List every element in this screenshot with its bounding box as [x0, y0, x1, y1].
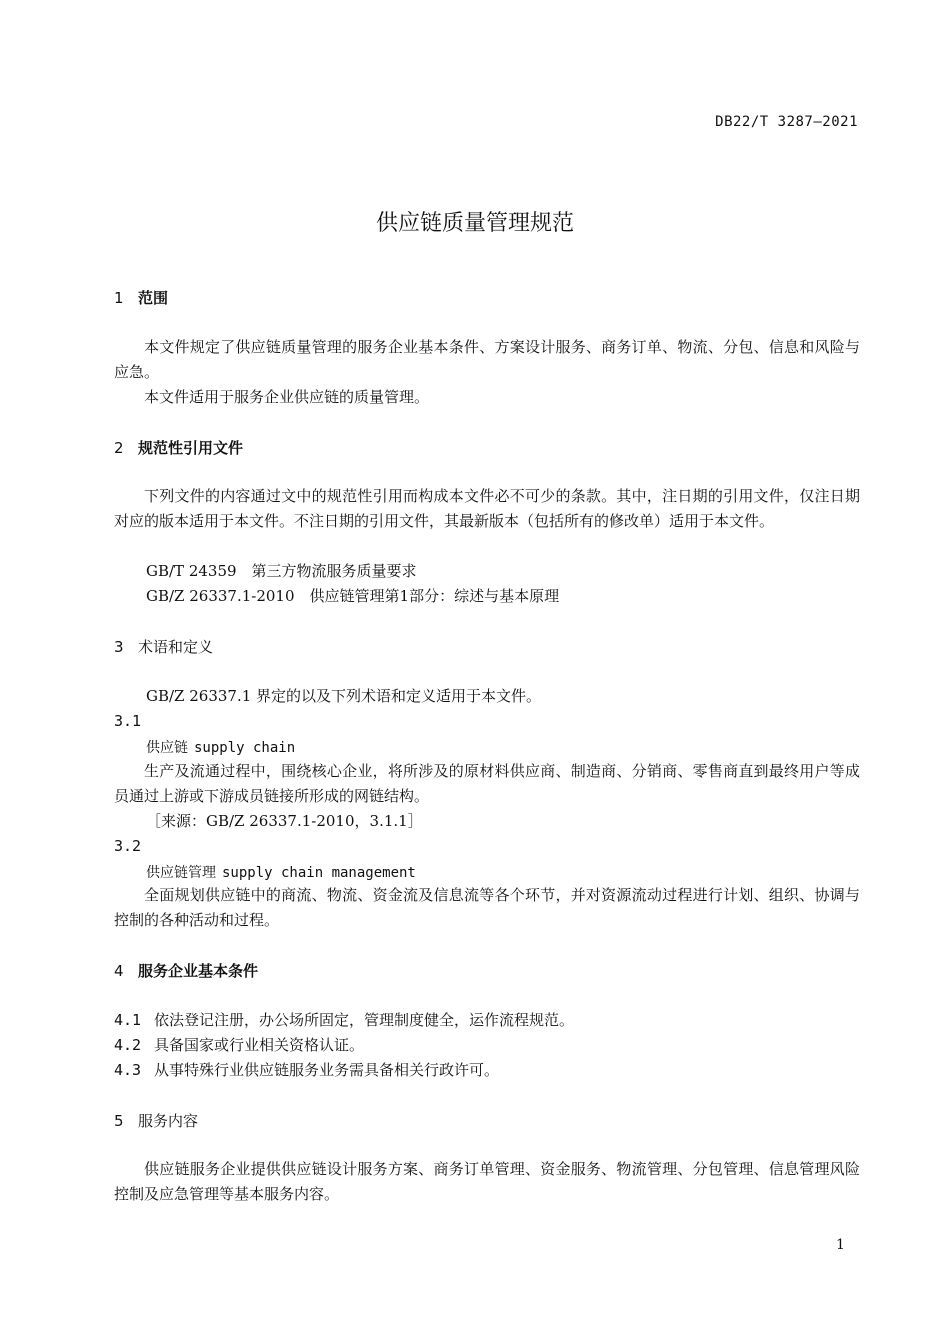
section-title: 术语和定义: [138, 638, 214, 656]
list-item: [114, 1033, 364, 1058]
section-1-heading: [114, 287, 168, 308]
section-title: 服务内容: [138, 1112, 199, 1130]
term-english: supply chain management: [222, 865, 416, 881]
term-english: supply chain: [194, 740, 296, 756]
term-2-definition: 全面规划供应链中的商流、物流、资金流及信息流等各个环节，并对资源流动过程进行计划、组织、协调与控制的各种活动和过程。: [114, 886, 860, 929]
section-1-paragraph-2: 本文件适用于服务企业供应链的质量管理。: [144, 388, 430, 406]
term-1-source: ［来源：GB/Z 26337.1-2010，3.1.1］: [146, 812, 423, 830]
term-1-name: [146, 737, 295, 757]
term-2-name: [146, 862, 416, 882]
section-3-heading: [114, 636, 213, 657]
item-number: 4.2: [114, 1036, 142, 1054]
section-5-heading: [114, 1110, 198, 1131]
section-number: 1: [114, 289, 124, 307]
page-number: 1: [836, 1237, 845, 1253]
section-4-heading: [114, 960, 258, 981]
item-text: 从事特殊行业供应链服务业务需具备相关行政许可。: [154, 1061, 500, 1079]
term-1-definition: 生产及流通过程中，围绕核心企业，将所涉及的原材料供应商、制造商、分销商、零售商直到最终用户等成员通过上游或下游成员链接所形成的网链结构。: [114, 762, 860, 805]
section-number: 2: [114, 439, 124, 457]
section-number: 4: [114, 962, 124, 980]
section-1-paragraph-1: 本文件规定了供应链质量管理的服务企业基本条件、方案设计服务、商务订单、物流、分包、信息和风险与应急。: [114, 338, 860, 381]
section-number: 5: [114, 1112, 124, 1130]
reference-1: GB/T 24359 第三方物流服务质量要求: [146, 562, 417, 580]
term-chinese: 供应链: [146, 740, 188, 756]
section-3-paragraph-1: GB/Z 26337.1 界定的以及下列术语和定义适用于本文件。: [146, 687, 542, 705]
section-title: 规范性引用文件: [138, 439, 244, 457]
section-title: 服务企业基本条件: [138, 962, 259, 980]
section-2-paragraph-1: 下列文件的内容通过文中的规范性引用而构成本文件必不可少的条款。其中，注日期的引用文件，仅注日期对应的版本适用于本文件。不注日期的引用文件，其最新版本（包括所有的修改单）适用于本文件。: [114, 487, 860, 530]
section-2-heading: [114, 437, 243, 458]
standard-code: DB22/T 3287—2021: [715, 114, 858, 130]
document-title: 供应链质量管理规范: [375, 211, 574, 236]
section-5-paragraph-1: 供应链服务企业提供供应链设计服务方案、商务订单管理、资金服务、物流管理、分包管理、信息管理风险控制及应急管理等基本服务内容。: [114, 1160, 860, 1203]
term-2-number: 3.2: [114, 837, 142, 855]
reference-2: GB/Z 26337.1-2010 供应链管理第1部分：综述与基本原理: [146, 587, 560, 605]
section-number: 3: [114, 638, 124, 656]
section-title: 范围: [138, 289, 169, 307]
term-chinese: 供应链管理: [146, 865, 216, 881]
item-number: 4.3: [114, 1061, 142, 1079]
item-text: 依法登记注册，办公场所固定，管理制度健全，运作流程规范。: [154, 1011, 575, 1029]
item-number: 4.1: [114, 1011, 142, 1029]
item-text: 具备国家或行业相关资格认证。: [154, 1036, 365, 1054]
term-1-number: 3.1: [114, 712, 142, 730]
list-item: [114, 1058, 499, 1083]
list-item: [114, 1008, 574, 1033]
